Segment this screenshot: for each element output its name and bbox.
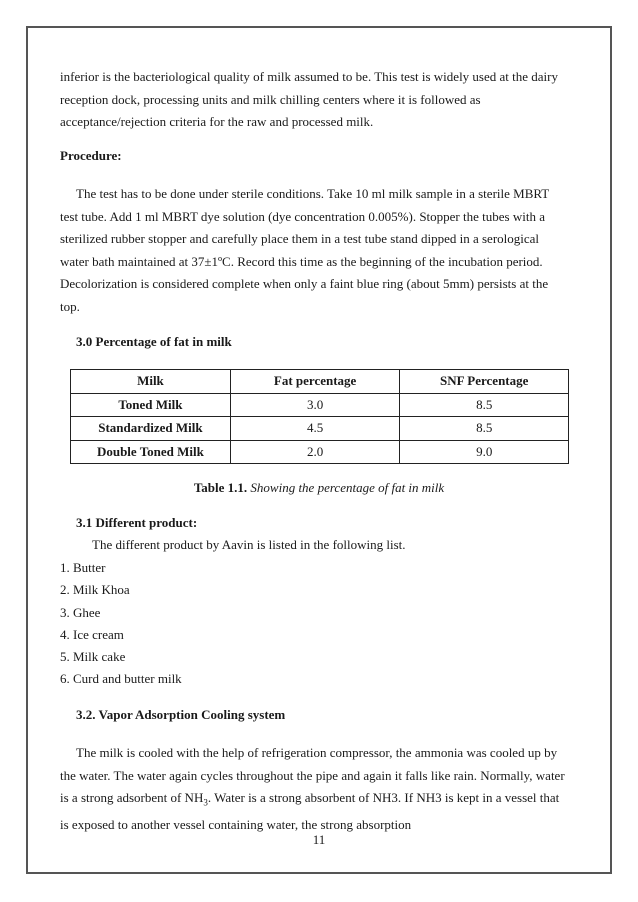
cooling-text-b: . Water is a strong absorbent of NH3. If NH3 is kept in a vessel that is exposed to another vessel containing water, the strong absorption [60,790,560,833]
section-heading-fat: 3.0 Percentage of fat in milk [76,334,232,349]
section-heading-cooling: 3.2. Vapor Adsorption Cooling system [76,707,286,722]
list-item: 1. Butter [60,560,106,575]
product-list [60,557,182,691]
section-heading-products: 3.1 Different product: [76,515,198,530]
table-cell: 9.0 [400,440,569,464]
products-intro: The different product by Aavin is listed in the following list. [92,537,406,552]
paragraph-cooling [60,742,565,837]
table-cell: Standardized Milk [71,417,231,441]
caption-text: Showing the percentage of fat in milk [250,480,445,495]
list-item: 2. Milk Khoa [60,582,130,598]
header-milk: Milk [71,370,231,394]
page-number: 11 [312,832,326,847]
list-item: 4. Ice cream [60,626,124,642]
caption-label: Table 1.1. [193,480,248,495]
table-cell: 4.5 [230,417,400,441]
table-row [71,440,569,464]
paragraph-mbrt-intro: inferior is the bacteriological quality of milk assumed to be. This test is widely used at the dairy reception dock, processing units and milk chilling centers where it is followed as acceptance/rejection criteria for the raw and processed milk. [60,69,558,130]
procedure-text: The test has to be done under sterile conditions. Take 10 ml milk sample in a sterile MBRT test tube. Add 1 ml MBRT dye solution (dye concentration 0.005%). Stopper the tubes with a sterilized rubber stopper and carefully place them in a test tube stand dipped in a serological water bath maintained at 37±1ºC. Record this time as the beginning of the incubation period. Decolorization is considered complete when only a faint blue ring (about 5mm) persists at the top. [60,186,549,314]
list-item: 5. Milk cake [60,649,126,665]
header-fat: Fat percentage [230,370,400,394]
fat-percentage-table [70,369,569,464]
table-cell: 8.5 [400,393,569,417]
subscript-3: 3 [203,797,208,808]
cooling-text-a: The milk is cooled with the help of refrigeration compressor, the ammonia was cooled up by the water. The water again cycles throughout the pipe and again it falls like rain. Normally, water is a strong adsorbent of NH [60,745,565,806]
paragraph-procedure [60,183,560,319]
list-item: 3. Ghee [60,604,101,620]
table-cell: 8.5 [400,417,569,441]
table-cell: 2.0 [230,440,400,464]
table-cell: 3.0 [230,393,400,417]
table-row [71,417,569,441]
procedure-heading: Procedure: [60,148,122,163]
table-cell: Toned Milk [71,393,231,417]
table-header-row [71,370,569,394]
table-cell: Double Toned Milk [71,440,231,464]
header-snf: SNF Percentage [400,370,569,394]
table-row [71,393,569,417]
list-item: 6. Curd and butter milk [60,671,182,687]
table-caption [0,480,638,496]
